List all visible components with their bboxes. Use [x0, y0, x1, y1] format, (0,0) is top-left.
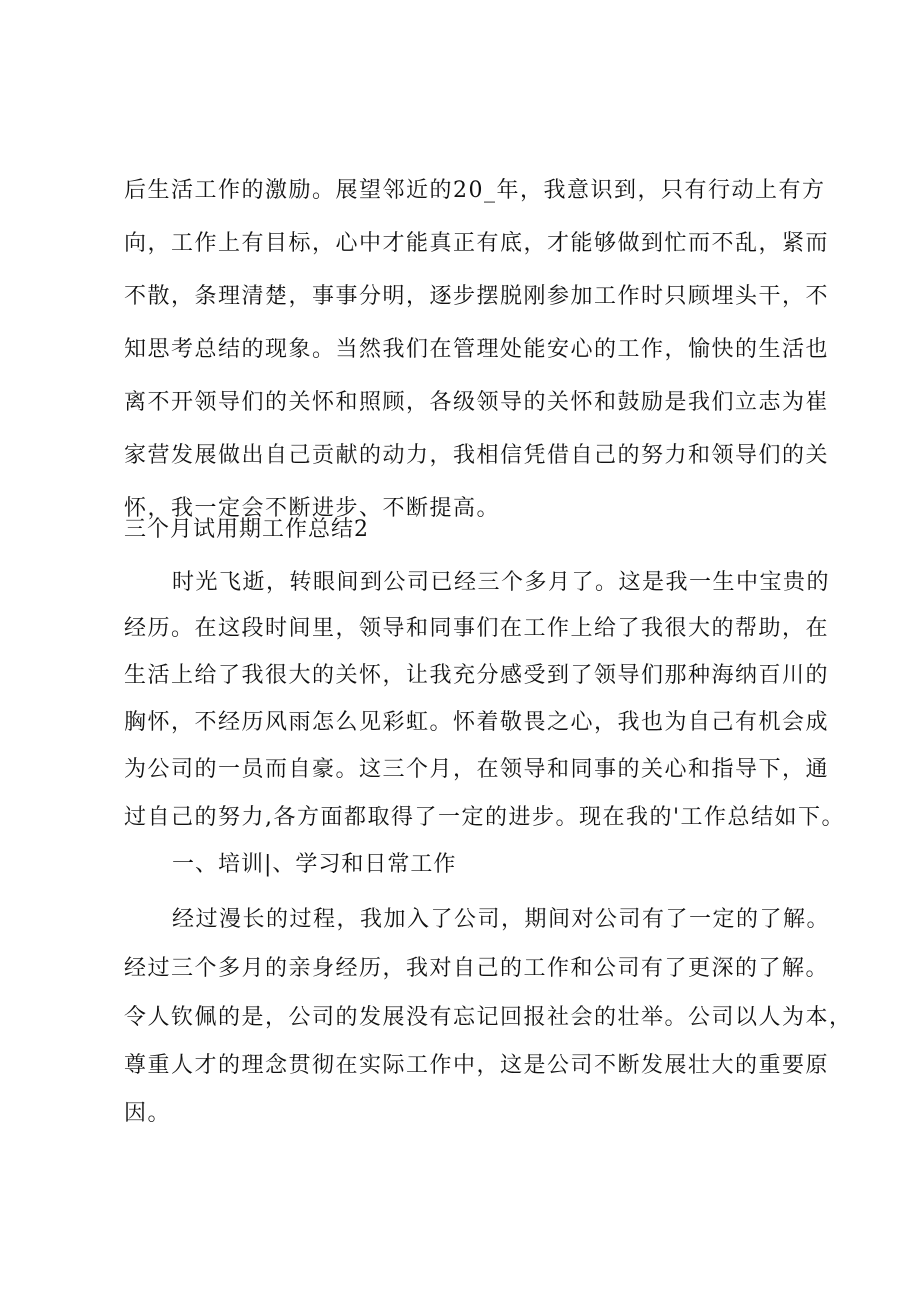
paragraph-line: 后生活工作的激励。展望邻近的20_年，我意识到，只有行动上有方 — [124, 178, 826, 203]
section-title: 三个月试用期工作总结2 — [124, 517, 369, 542]
paragraph-line: 家营发展做出自己贡献的动力，我相信凭借自己的努力和领导们的关 — [124, 443, 830, 468]
paragraph-line: 令人钦佩的是，公司的发展没有忘记回报社会的壮举。公司以人为本， — [124, 1005, 853, 1030]
paragraph-line: 向，工作上有目标，心中才能真正有底，才能够做到忙而不乱，紧而 — [124, 231, 830, 256]
paragraph-line: 时光飞逝，转眼间到公司已经三个多月了。这是我一生中宝贵的 — [172, 570, 831, 595]
subsection-title: 一、培训|、学习和日常工作 — [172, 852, 457, 877]
paragraph-line: 胸怀，不经历风雨怎么见彩虹。怀着敬畏之心，我也为自己有机会成 — [124, 710, 830, 735]
paragraph-line: 离不开领导们的关怀和照顾，各级领导的关怀和鼓励是我们立志为崔 — [124, 390, 830, 415]
paragraph-line: 怀，我一定会不断进步、不断提高。 — [124, 496, 501, 521]
paragraph-line: 经过三个多月的亲身经历，我对自己的工作和公司有了更深的了解。 — [124, 956, 830, 981]
paragraph-line: 知思考总结的现象。当然我们在管理处能安心的工作，愉快的生活也 — [124, 337, 830, 362]
paragraph-line: 过自己的努力,各方面都取得了一定的进步。现在我的'工作总结如下。 — [124, 805, 846, 830]
paragraph-line: 不散，条理清楚，事事分明，逐步摆脱刚参加工作时只顾埋头干，不 — [124, 284, 830, 309]
paragraph-line: 经历。在这段时间里，领导和同事们在工作上给了我很大的帮助，在 — [124, 616, 830, 641]
paragraph-line: 生活上给了我很大的关怀，让我充分感受到了领导们那种海纳百川的 — [124, 663, 830, 688]
paragraph-line: 因。 — [124, 1101, 172, 1126]
paragraph-line: 为公司的一员而自豪。这三个月，在领导和同事的关心和指导下，通 — [124, 757, 830, 782]
paragraph-line: 经过漫长的过程，我加入了公司，期间对公司有了一定的了解。 — [172, 907, 831, 932]
paragraph-line: 尊重人才的理念贯彻在实际工作中，这是公司不断发展壮大的重要原 — [124, 1053, 830, 1078]
